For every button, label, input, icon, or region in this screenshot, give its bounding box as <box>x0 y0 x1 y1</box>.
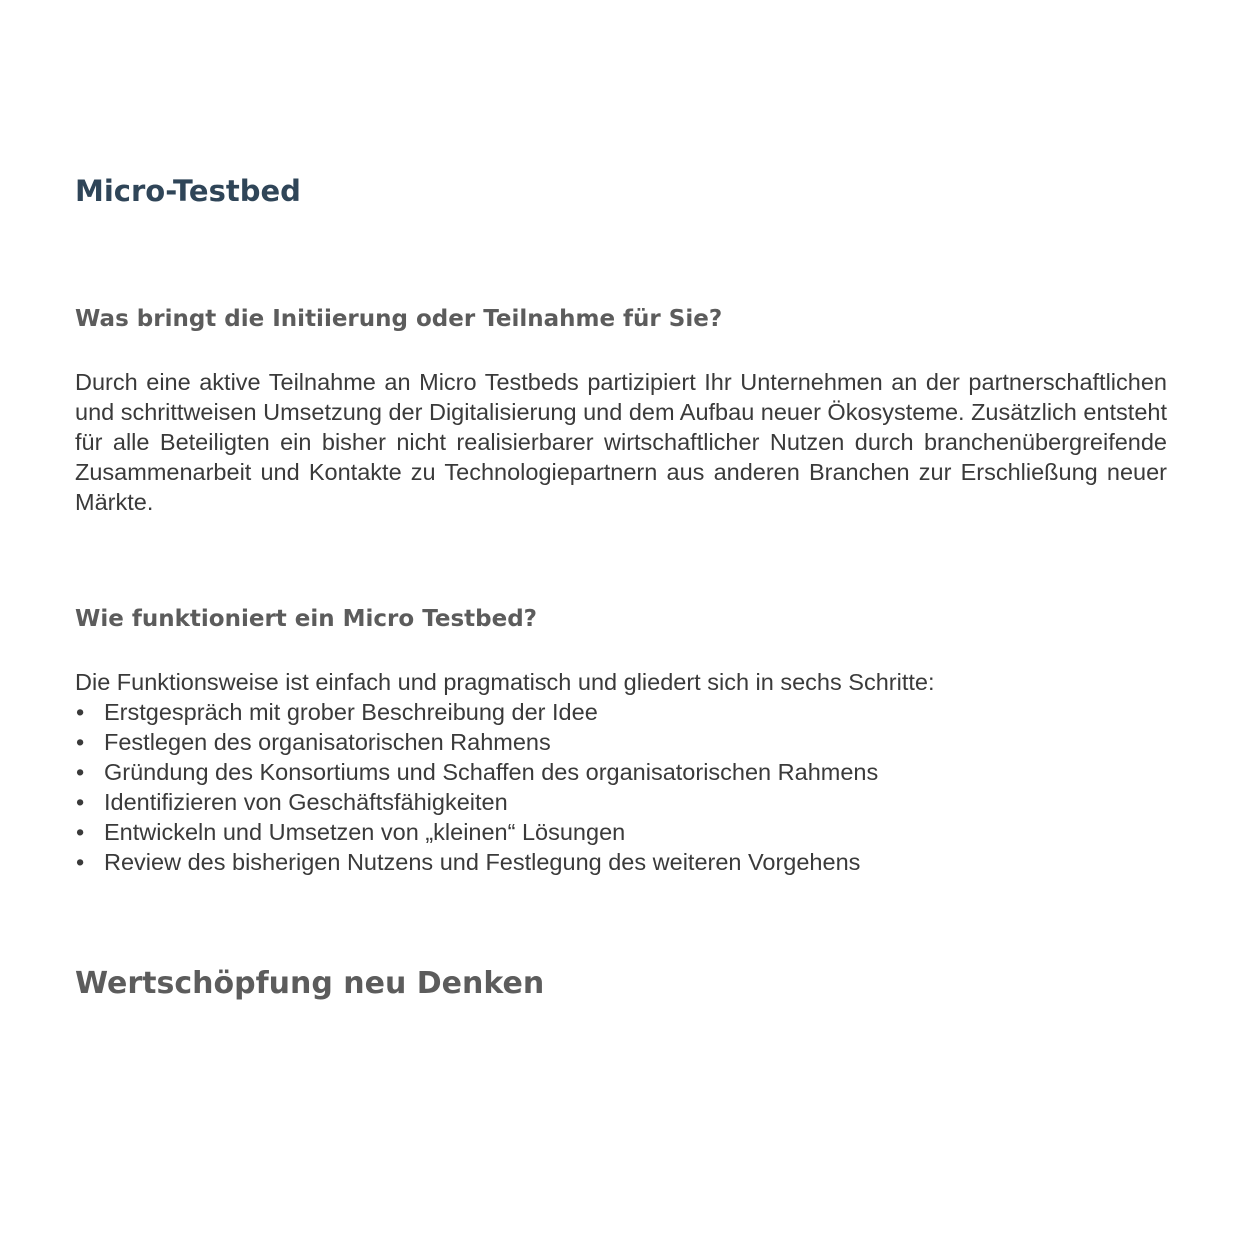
step-text: Identifizieren von Geschäftsfähigkeiten <box>104 789 508 815</box>
benefit-paragraph: Durch eine aktive Teilnahme an Micro Testbeds partizipiert Ihr Unternehmen an der partnerschaftlichen und schrittweisen Umsetzung der Digitalisierung und dem Aufbau neuer Ökosysteme. Zusätzlich entsteht für alle Beteiligten ein bisher nicht realisierbarer wirtschaftlicher Nutzen durch branchenübergreifende Zusammenarbeit und Kontakte zu Technologiepartnern aus anderen Branchen zur Erschließung neuer Märkte. <box>75 369 1168 515</box>
step-text: Gründung des Konsortiums und Schaffen des organisatorischen Rahmens <box>104 759 879 785</box>
bullet-icon: • <box>76 759 85 785</box>
list-item <box>75 697 878 727</box>
how-it-works-heading: Wie funktioniert ein Micro Testbed? <box>75 606 537 632</box>
steps-intro: Die Funktionsweise ist einfach und pragmatisch und gliedert sich in sechs Schritte: <box>75 669 935 695</box>
list-item <box>75 787 878 817</box>
page-title: Micro-Testbed <box>75 174 301 208</box>
bullet-icon: • <box>76 699 85 725</box>
benefit-heading: Was bringt die Initiierung oder Teilnahme für Sie? <box>75 306 723 332</box>
bullet-icon: • <box>76 849 85 875</box>
step-text: Erstgespräch mit grober Beschreibung der Idee <box>104 699 598 725</box>
list-item <box>75 727 878 757</box>
step-text: Review des bisherigen Nutzens und Festlegung des weiteren Vorgehens <box>104 849 861 875</box>
steps-list <box>75 697 878 877</box>
bullet-icon: • <box>76 789 85 815</box>
bullet-icon: • <box>76 729 85 755</box>
step-text: Entwickeln und Umsetzen von „kleinen“ Lösungen <box>104 819 626 845</box>
closing-heading: Wertschöpfung neu Denken <box>75 966 545 1001</box>
bullet-icon: • <box>76 819 85 845</box>
list-item <box>75 757 878 787</box>
step-text: Festlegen des organisatorischen Rahmens <box>104 729 551 755</box>
list-item <box>75 847 878 877</box>
list-item <box>75 817 878 847</box>
